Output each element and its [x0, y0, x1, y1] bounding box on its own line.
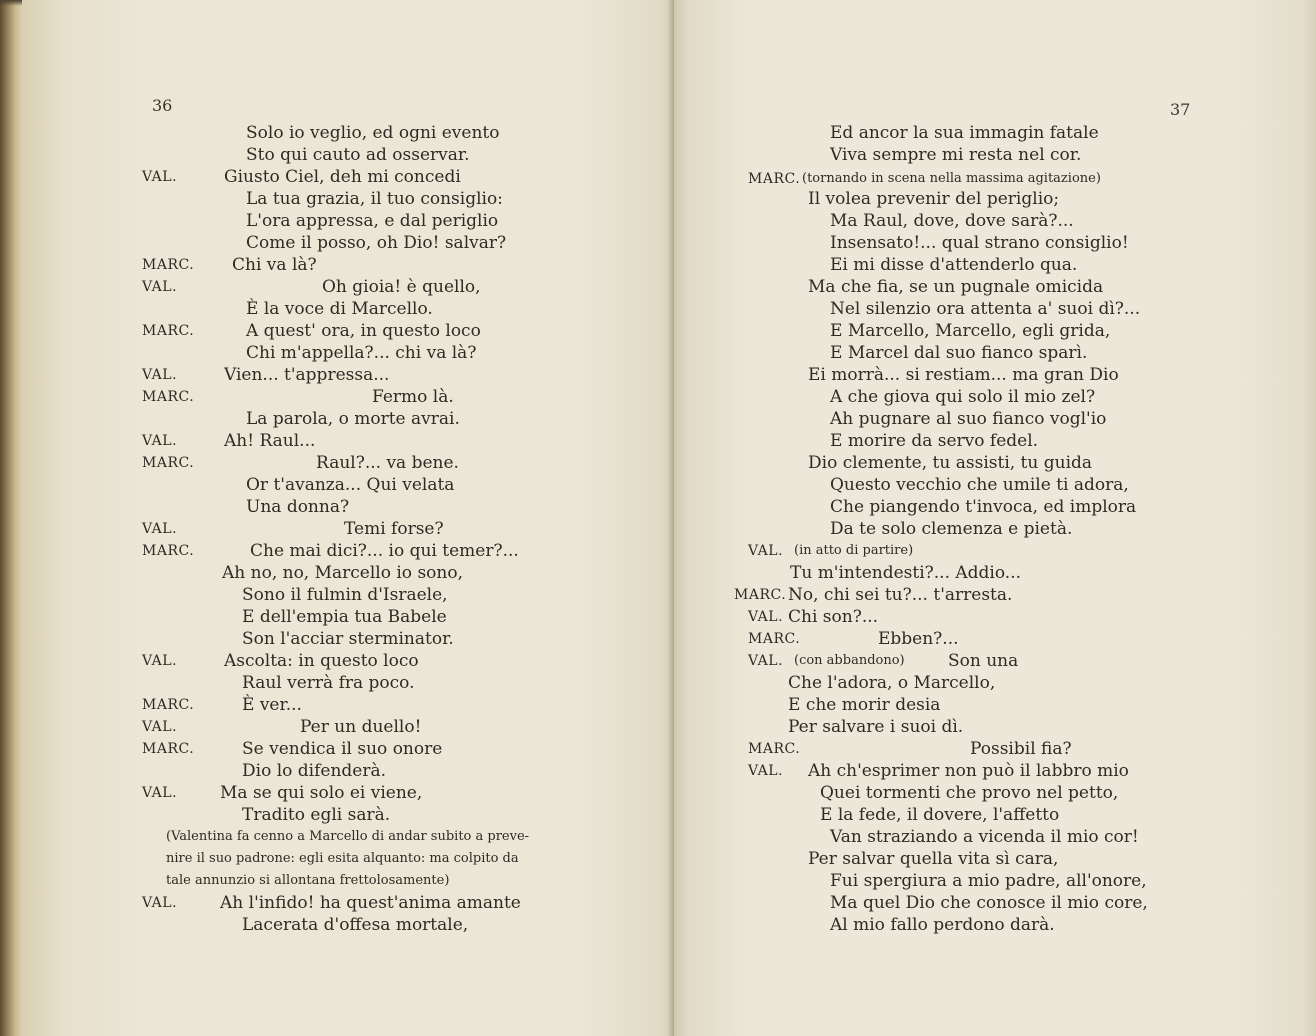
verse-line: Ascolta: in questo loco [224, 651, 419, 671]
page-number: 36 [152, 96, 173, 115]
verse-line: Chi son?... [788, 607, 879, 627]
book-edge [0, 0, 22, 1036]
verse-line: Son l'acciar sterminator. [242, 629, 454, 649]
speaker-label: VAL. [748, 653, 784, 669]
verse-line: La parola, o morte avrai. [246, 409, 460, 429]
verse-line: Oh gioia! è quello, [322, 277, 481, 297]
verse-line: Ebben?... [878, 629, 959, 649]
verse-line: A che giova qui solo il mio zel? [830, 387, 1096, 407]
verse-line: Ma se qui solo ei viene, [220, 783, 423, 803]
verse-line: Questo vecchio che umile ti adora, [830, 475, 1129, 495]
speaker-label: MARC. [142, 257, 195, 273]
right-page [674, 0, 1316, 1036]
verse-line: Sono il fulmin d'Israele, [242, 585, 448, 605]
verse-line: È la voce di Marcello. [246, 299, 433, 319]
verse-line: Ah pugnare al suo fianco vogl'io [830, 409, 1107, 429]
verse-line: Che piangendo t'invoca, ed implora [830, 497, 1137, 517]
speaker-label: VAL. [142, 785, 178, 801]
verse-line: Per salvar quella vita sì cara, [808, 849, 1059, 869]
verse-line: Tradito egli sarà. [242, 805, 391, 825]
verse-line: Vien... t'appressa... [224, 365, 390, 385]
verse-line: E Marcello, Marcello, egli grida, [830, 321, 1111, 341]
stage-direction: (in atto di partire) [794, 543, 914, 558]
verse-line: Sto qui cauto ad osservar. [246, 145, 470, 165]
stage-direction: (con abbandono) [794, 653, 905, 668]
verse-line: Nel silenzio ora attenta a' suoi dì?... [830, 299, 1141, 319]
speaker-label: MARC. [748, 741, 801, 757]
verse-line: Ah ch'esprimer non può il labbro mio [808, 761, 1129, 781]
verse-line: Ah! Raul... [224, 431, 316, 451]
stage-direction: (Valentina fa cenno a Marcello di andar subito a preve- [166, 829, 530, 844]
verse-line: Chi va là? [232, 255, 317, 275]
verse-line: Or t'avanza... Qui velata [246, 475, 455, 495]
verse-line: E morire da servo fedel. [830, 431, 1039, 451]
verse-line: Ah l'infido! ha quest'anima amante [220, 893, 521, 913]
verse-line: Se vendica il suo onore [242, 739, 443, 759]
speaker-label: MARC. [142, 697, 195, 713]
verse-line: E che morir desia [788, 695, 941, 715]
verse-line: Fui spergiura a mio padre, all'onore, [830, 871, 1147, 891]
speaker-label: VAL. [142, 653, 178, 669]
verse-line: Ei mi disse d'attenderlo qua. [830, 255, 1078, 275]
verse-line: Per un duello! [300, 717, 422, 737]
verse-line: Insensato!... qual strano consiglio! [830, 233, 1129, 253]
speaker-label: MARC. [142, 543, 195, 559]
verse-line: Dio lo difenderà. [242, 761, 387, 781]
verse-line: Ma Raul, dove, dove sarà?... [830, 211, 1074, 231]
verse-line: Ed ancor la sua immagin fatale [830, 123, 1099, 143]
verse-line: Al mio fallo perdono darà. [830, 915, 1055, 935]
stage-direction: tale annunzio si allontana frettolosamente) [166, 873, 450, 888]
stage-direction: nire il suo padrone: egli esita alquanto: ma colpito da [166, 851, 519, 866]
speaker-label: MARC. [142, 741, 195, 757]
verse-line: Van straziando a vicenda il mio cor! [830, 827, 1139, 847]
verse-line: È ver... [242, 695, 302, 715]
page-number: 37 [1170, 100, 1191, 119]
speaker-label: MARC. [748, 631, 801, 647]
speaker-label: VAL. [142, 521, 178, 537]
speaker-label: VAL. [142, 367, 178, 383]
speaker-label: MARC. [142, 455, 195, 471]
speaker-label: VAL. [142, 169, 178, 185]
speaker-label: VAL. [748, 543, 784, 559]
speaker-label: VAL. [748, 763, 784, 779]
verse-line: Raul?... va bene. [316, 453, 459, 473]
verse-line: E Marcel dal suo fianco sparì. [830, 343, 1088, 363]
speaker-label: MARC. [748, 171, 801, 187]
verse-line: Dio clemente, tu assisti, tu guida [808, 453, 1093, 473]
verse-line: Che mai dici?... io qui temer?... [250, 541, 519, 561]
speaker-label: VAL. [142, 433, 178, 449]
verse-line: No, chi sei tu?... t'arresta. [788, 585, 1013, 605]
verse-line: Per salvare i suoi dì. [788, 717, 964, 737]
verse-line: L'ora appressa, e dal periglio [246, 211, 499, 231]
verse-line: Son una [948, 651, 1019, 671]
left-page [22, 0, 674, 1036]
verse-line: Tu m'intendesti?... Addio... [790, 563, 1022, 583]
verse-line: Chi m'appella?... chi va là? [246, 343, 477, 363]
verse-line: Una donna? [246, 497, 350, 517]
verse-line: Viva sempre mi resta nel cor. [830, 145, 1082, 165]
speaker-label: MARC. [142, 323, 195, 339]
verse-line: Ma quel Dio che conosce il mio core, [830, 893, 1148, 913]
verse-line: Quei tormenti che provo nel petto, [820, 783, 1119, 803]
verse-line: E dell'empia tua Babele [242, 607, 447, 627]
verse-line: Ma che fia, se un pugnale omicida [808, 277, 1104, 297]
verse-line: Ah no, no, Marcello io sono, [222, 563, 463, 583]
verse-line: A quest' ora, in questo loco [246, 321, 481, 341]
verse-line: Lacerata d'offesa mortale, [242, 915, 469, 935]
verse-line: Il volea prevenir del periglio; [808, 189, 1060, 209]
stage-direction: (tornando in scena nella massima agitazione) [802, 171, 1101, 186]
speaker-label: VAL. [142, 895, 178, 911]
verse-line: Solo io veglio, ed ogni evento [246, 123, 500, 143]
verse-line: Giusto Ciel, deh mi concedi [224, 167, 461, 187]
verse-line: Ei morrà... si restiam... ma gran Dio [808, 365, 1119, 385]
verse-line: Fermo là. [372, 387, 454, 407]
speaker-label: VAL. [748, 609, 784, 625]
verse-line: Che l'adora, o Marcello, [788, 673, 996, 693]
verse-line: Come il posso, oh Dio! salvar? [246, 233, 507, 253]
verse-line: Da te solo clemenza e pietà. [830, 519, 1073, 539]
speaker-label: VAL. [142, 279, 178, 295]
verse-line: Temi forse? [344, 519, 444, 539]
speaker-label: MARC. [734, 587, 787, 603]
verse-line: Possibil fia? [970, 739, 1072, 759]
verse-line: Raul verrà fra poco. [242, 673, 415, 693]
speaker-label: MARC. [142, 389, 195, 405]
speaker-label: VAL. [142, 719, 178, 735]
verse-line: La tua grazia, il tuo consiglio: [246, 189, 503, 209]
verse-line: E la fede, il dovere, l'affetto [820, 805, 1060, 825]
